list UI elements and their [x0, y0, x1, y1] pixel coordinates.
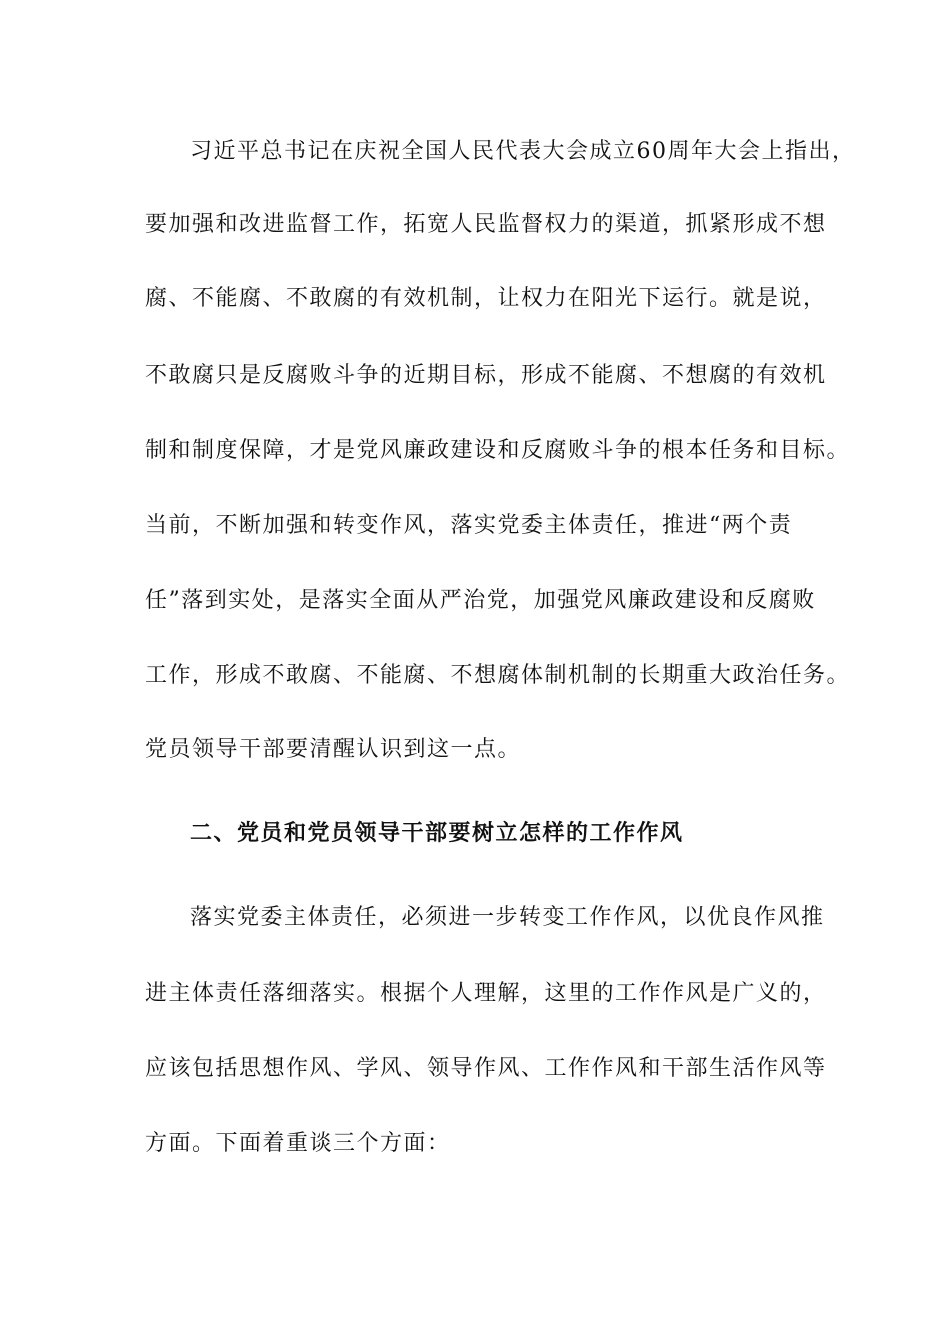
paragraph-line: 要加强和改进监督工作，拓宽人民监督权力的渠道，抓紧形成不想 — [145, 212, 827, 237]
paragraph-line: 制和制度保障，才是党风廉政建设和反腐败斗争的根本任务和目标。 — [145, 438, 851, 463]
paragraph-line: 进主体责任落细落实。根据个人理解，这里的工作作风是广义的， — [145, 981, 827, 1006]
section-heading: 二、党员和党员领导干部要树立怎样的工作作风 — [190, 821, 684, 846]
paragraph-line: 任”落到实处，是落实全面从严治党，加强党风廉政建设和反腐败 — [145, 588, 816, 613]
paragraph-line: 工作，形成不敢腐、不能腐、不想腐体制机制的长期重大政治任务。 — [145, 663, 851, 688]
paragraph-line: 党员领导干部要清醒认识到这一点。 — [145, 737, 522, 762]
paragraph-line: 应该包括思想作风、学风、领导作风、工作作风和干部生活作风等 — [145, 1056, 827, 1081]
paragraph-line: 不敢腐只是反腐败斗争的近期目标，形成不能腐、不想腐的有效机 — [145, 363, 827, 388]
paragraph-line: 方面。下面着重谈三个方面： — [145, 1131, 451, 1156]
paragraph-line: 落实党委主体责任，必须进一步转变工作作风，以优良作风推 — [190, 905, 825, 930]
paragraph-line: 当前，不断加强和转变作风，落实党委主体责任，推进“两个责 — [145, 513, 793, 538]
paragraph-line: 腐、不能腐、不敢腐的有效机制，让权力在阳光下运行。就是说， — [145, 286, 827, 311]
paragraph-line: 习近平总书记在庆祝全国人民代表大会成立60周年大会上指出， — [190, 139, 856, 164]
